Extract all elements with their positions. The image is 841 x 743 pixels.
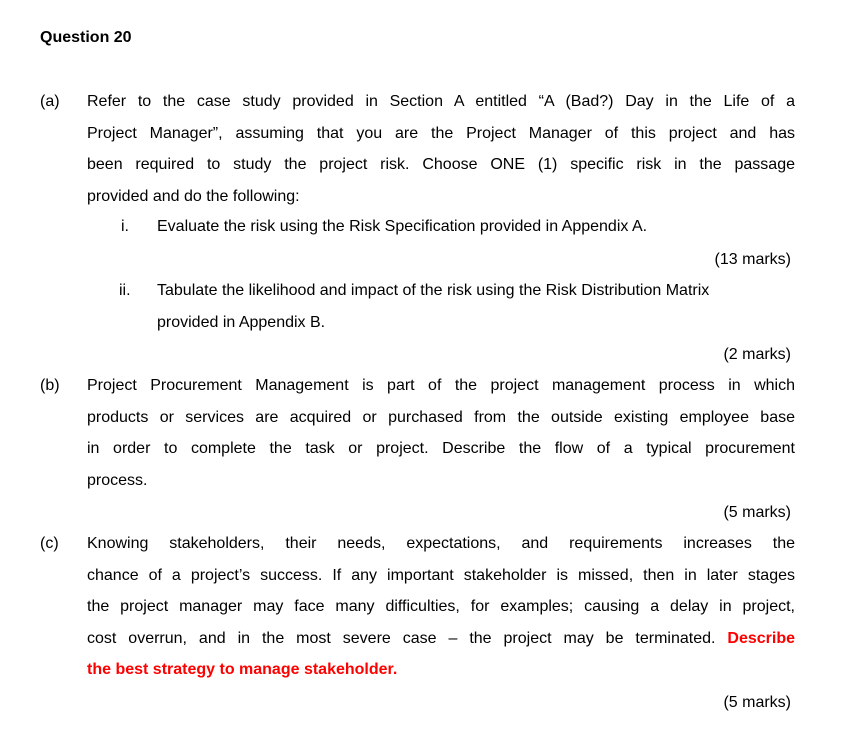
part-a-label: (a)	[40, 93, 60, 110]
part-a-line-2: Project Manager”, assuming that you are the Project Manager of this project and has	[87, 124, 795, 142]
part-c-marks: (5 marks)	[723, 694, 791, 711]
part-b-label: (b)	[40, 377, 60, 394]
part-c-highlight-describe: Describe	[727, 629, 795, 647]
part-b-marks: (5 marks)	[723, 504, 791, 521]
part-c-highlight-instruction: the best strategy to manage stakeholder.	[87, 661, 398, 679]
part-b-line-3: in order to complete the task or project. Describe the flow of a typical procurement	[87, 440, 795, 458]
sub-i-text: Evaluate the risk using the Risk Specification provided in Appendix A.	[157, 218, 648, 235]
part-c-paragraph	[87, 528, 795, 686]
part-b-line-1: Project Procurement Management is part of the project management process in which	[87, 377, 795, 394]
sub-i-marks: (13 marks)	[714, 251, 791, 268]
part-c-line-3: the project manager may face many difficulties, for examples; causing a delay in project,	[87, 598, 795, 616]
part-b-line-4: process.	[87, 471, 148, 489]
part-c-line-4	[87, 623, 795, 655]
question-title: Question 20	[40, 29, 132, 46]
part-a-line-1: Refer to the case study provided in Section A entitled “A (Bad?) Day in the Life of a	[87, 93, 795, 110]
part-c-line-4-text: cost overrun, and in the most severe case – the project may be terminated.	[87, 629, 716, 647]
sub-ii-marks: (2 marks)	[723, 346, 791, 363]
sub-ii-label: ii.	[119, 282, 131, 299]
sub-ii-text	[157, 275, 709, 338]
part-c-line-2: chance of a project’s success. If any important stakeholder is missed, then in later stages	[87, 566, 795, 584]
sub-ii-line-2: provided in Appendix B.	[157, 313, 326, 331]
sub-i-label: i.	[121, 218, 129, 235]
part-c-line-1: Knowing stakeholders, their needs, expectations, and requirements increases the	[87, 535, 795, 552]
part-a-line-4: provided and do the following:	[87, 187, 300, 205]
part-a-line-3: been required to study the project risk. Choose ONE (1) specific risk in the passage	[87, 156, 795, 174]
part-b-line-2: products or services are acquired or purchased from the outside existing employee base	[87, 408, 795, 426]
part-c-label: (c)	[40, 535, 59, 552]
part-a-paragraph	[87, 86, 795, 212]
sub-ii-line-1: Tabulate the likelihood and impact of the risk using the Risk Distribution Matrix	[157, 282, 710, 299]
part-b-paragraph	[87, 370, 795, 496]
